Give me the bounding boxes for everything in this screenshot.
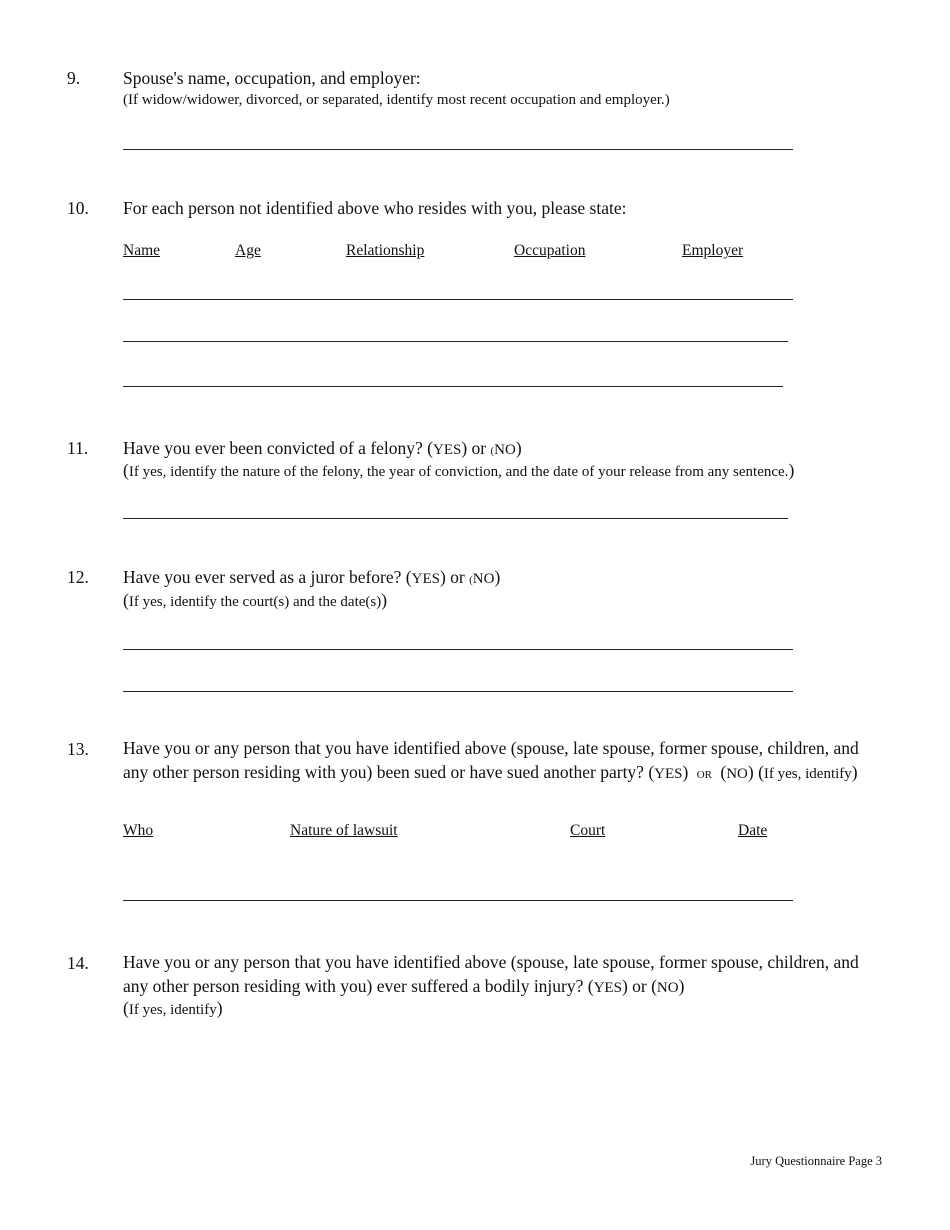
answer-line[interactable] <box>123 649 793 650</box>
answer-line[interactable] <box>123 900 793 901</box>
question-14-prompt: Have you or any person that you have identified above (spouse, late spouse, former spouse, children, and any other person residing with you) ever suffered a bodily injury? <box>123 952 859 996</box>
question-11-number: 11. <box>67 438 89 458</box>
answer-line[interactable] <box>123 691 793 692</box>
question-13-number: 13. <box>67 739 89 759</box>
yes-option[interactable]: YES <box>654 766 683 782</box>
question-10-number: 10. <box>67 198 89 218</box>
column-header-date: Date <box>738 822 768 839</box>
answer-line[interactable] <box>123 386 783 387</box>
question-10-text: For each person not identified above who resides with you, please state: <box>123 198 627 218</box>
or-word: or <box>632 976 647 996</box>
question-9-instructions: (If widow/widower, divorced, or separated, identify most recent occupation and employer.) <box>123 92 670 108</box>
question-12-prompt: Have you ever served as a juror before? <box>123 567 402 587</box>
no-option[interactable]: NO <box>494 442 516 458</box>
answer-line[interactable] <box>123 341 788 342</box>
yes-option[interactable]: YES <box>433 442 462 458</box>
column-header-relationship: Relationship <box>346 242 425 259</box>
question-12-text: Have you ever served as a juror before? (YES) or (NO) <box>123 567 501 587</box>
no-option[interactable]: NO <box>656 980 679 996</box>
question-9-number: 9. <box>67 68 81 88</box>
column-header-occupation: Occupation <box>514 242 586 259</box>
or-word: or <box>471 438 487 458</box>
yes-option[interactable]: YES <box>411 571 440 587</box>
or-word: or <box>450 567 465 587</box>
no-option[interactable]: NO <box>472 571 495 587</box>
answer-line[interactable] <box>123 149 793 150</box>
column-header-court: Court <box>570 822 606 839</box>
question-13-instructions: If yes, identify <box>763 766 852 782</box>
yes-option[interactable]: YES <box>593 980 622 996</box>
column-header-who: Who <box>123 822 154 839</box>
question-11-prompt: Have you ever been convicted of a felony? <box>123 438 423 458</box>
or-word: OR <box>696 769 712 781</box>
question-14-text: Have you or any person that you have identified above (spouse, late spouse, former spouse, children, and any other person residing with you) ever suffered a bodily injury? (YES) or (NO) <box>123 952 859 996</box>
question-13-text: Have you or any person that you have identified above (spouse, late spouse, former spouse, children, and any other person residing with you) been sued or have sued another party? (YES) OR (NO) (If yes, identify) <box>123 738 859 782</box>
no-option[interactable]: NO <box>726 766 748 782</box>
question-11-text: Have you ever been convicted of a felony? (YES) or (NO) <box>123 438 522 458</box>
question-12-instructions: (If yes, identify the court(s) and the date(s)) <box>123 590 388 610</box>
column-header-age: Age <box>235 242 261 259</box>
question-13-prompt: Have you or any person that you have identified above (spouse, late spouse, former spouse, children, and any other person residing with you) been sued or have sued another party? <box>123 738 859 782</box>
question-11-instructions: (If yes, identify the nature of the felony, the year of conviction, and the date of your release from any sentence.) <box>123 460 795 480</box>
question-9-text: Spouse's name, occupation, and employer: <box>123 68 421 88</box>
answer-line[interactable] <box>123 518 788 519</box>
question-12-number: 12. <box>67 567 89 587</box>
page-footer: Jury Questionnaire Page 3 <box>750 1154 882 1168</box>
answer-line[interactable] <box>123 299 793 300</box>
column-header-name: Name <box>123 242 161 259</box>
question-14-instructions: (If yes, identify) <box>123 998 223 1018</box>
question-14-number: 14. <box>67 953 89 973</box>
column-header-employer: Employer <box>682 242 744 259</box>
column-header-nature-of-lawsuit: Nature of lawsuit <box>290 822 398 839</box>
